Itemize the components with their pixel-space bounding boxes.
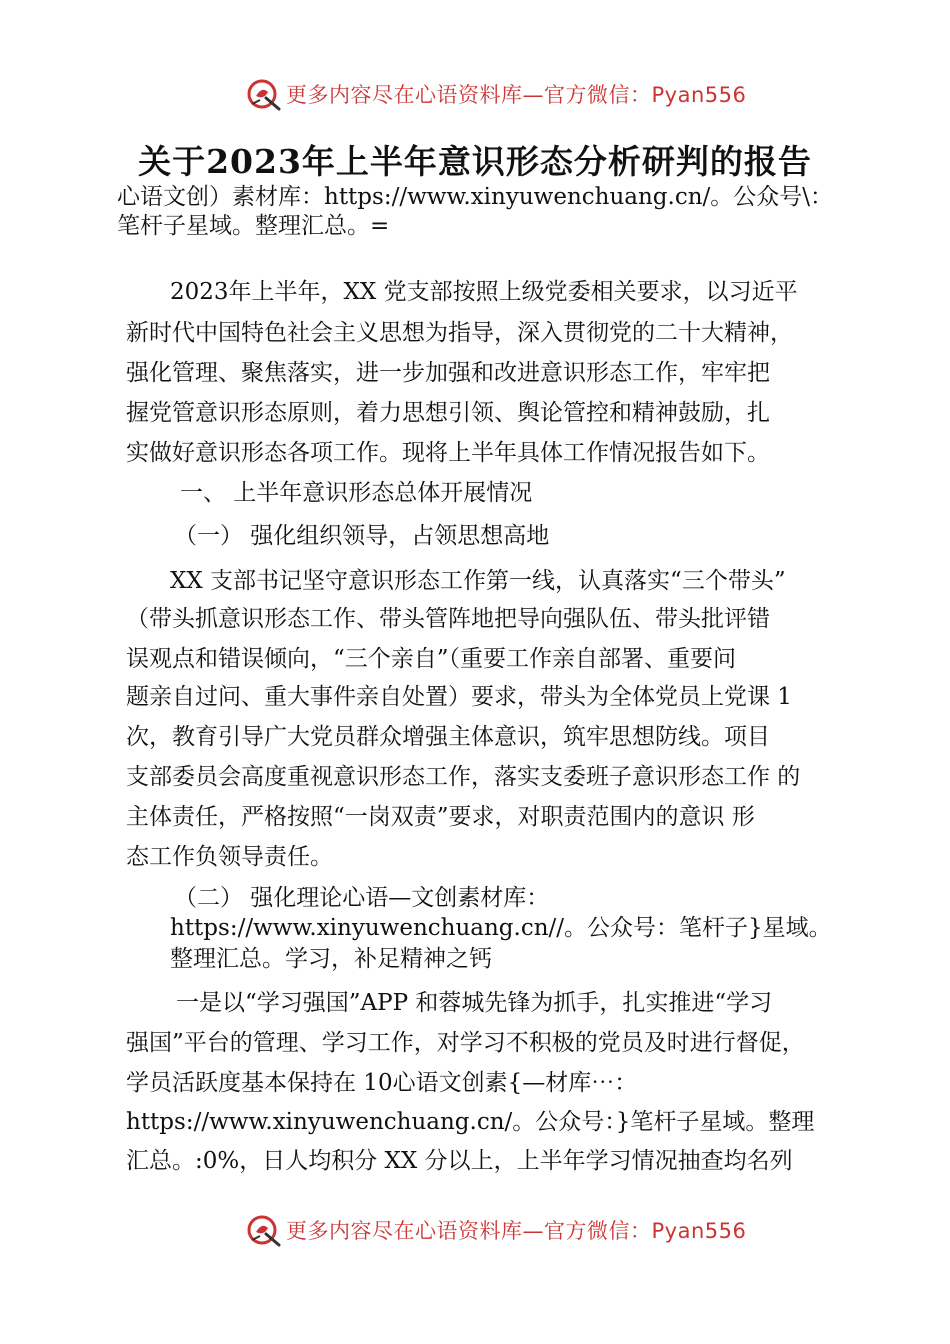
footer-banner xyxy=(246,1210,746,1250)
subsection-heading: （二） 强化理论心语—文创素材库： xyxy=(174,885,550,911)
body-line: 学员活跃度基本保持在 10心语文创素{—材库⋯： xyxy=(126,1070,638,1096)
body-line: 新时代中国特色社会主义思想为指导，深入贯彻党的二十大精神， xyxy=(126,320,793,346)
body-line: 一是以“学习强国”APP 和蓉城先锋为抓手，扎实推进“学习 xyxy=(176,990,773,1016)
body-line: 次，教育引导广大党员群众增强主体意识，筑牢思想防线。项目 xyxy=(126,724,770,750)
header-banner-text: 更多内容尽在心语资料库—官方微信：Pyan556 xyxy=(286,83,747,107)
body-line: 态工作负领导责任。 xyxy=(126,844,333,870)
body-line: 笔杆子星域。整理汇总。= xyxy=(117,213,390,239)
body-line: 心语文创）素材库：https://www.xinyuwenchuang.cn/。公众号\： xyxy=(117,184,834,210)
body-line: 握党管意识形态原则，着力思想引领、舆论管控和精神鼓励，扎 xyxy=(126,400,770,426)
body-line: 2023年上半年，XX 党支部按照上级党委相关要求，以习近平 xyxy=(170,279,798,305)
body-line: 主体责任，严格按照“一岗双责”要求，对职责范围内的意识 形 xyxy=(126,804,755,830)
body-line: https://www.xinyuwenchuang.cn/。公众号：}笔杆子星域。整理 xyxy=(126,1109,815,1135)
body-line: 支部委员会高度重视意识形态工作，落实支委班子意识形态工作 的 xyxy=(126,764,801,790)
body-line: 强国”平台的管理、学习工作，对学习不积极的党员及时进行督促， xyxy=(126,1030,805,1056)
document-title: 关于2023年上半年意识形态分析研判的报告 xyxy=(138,142,812,181)
subsection-heading: （一） 强化组织领导，占领思想高地 xyxy=(174,523,550,549)
pen-logo-icon xyxy=(246,1212,282,1248)
body-line: 题亲自过问、重大事件亲自处置）要求，带头为全体党员上党课 1 xyxy=(126,684,792,710)
body-line: 整理汇总。学习，补足精神之钙 xyxy=(170,946,492,972)
pen-logo-icon xyxy=(246,76,282,112)
body-line: 汇总。:0%，日人均积分 XX 分以上，上半年学习情况抽查均名列 xyxy=(126,1148,793,1174)
section-heading: 一、 上半年意识形态总体开展情况 xyxy=(180,480,533,506)
body-line: https://www.xinyuwenchuang.cn//。公众号：笔杆子}星域。 xyxy=(170,915,832,941)
footer-banner-text: 更多内容尽在心语资料库—官方微信：Pyan556 xyxy=(286,1219,747,1243)
body-line: 强化管理、聚焦落实，进一步加强和改进意识形态工作，牢牢把 xyxy=(126,360,770,386)
body-line: XX 支部书记坚守意识形态工作第一线，认真落实“三个带头” xyxy=(170,568,786,594)
body-line: 实做好意识形态各项工作。现将上半年具体工作情况报告如下。 xyxy=(126,440,770,466)
header-banner xyxy=(246,74,746,114)
body-line: 误观点和错误倾向，“三个亲自”（重要工作亲自部署、重要问 xyxy=(126,646,737,672)
body-line: （带头抓意识形态工作、带头管阵地把导向强队伍、带头批评错 xyxy=(126,606,770,632)
